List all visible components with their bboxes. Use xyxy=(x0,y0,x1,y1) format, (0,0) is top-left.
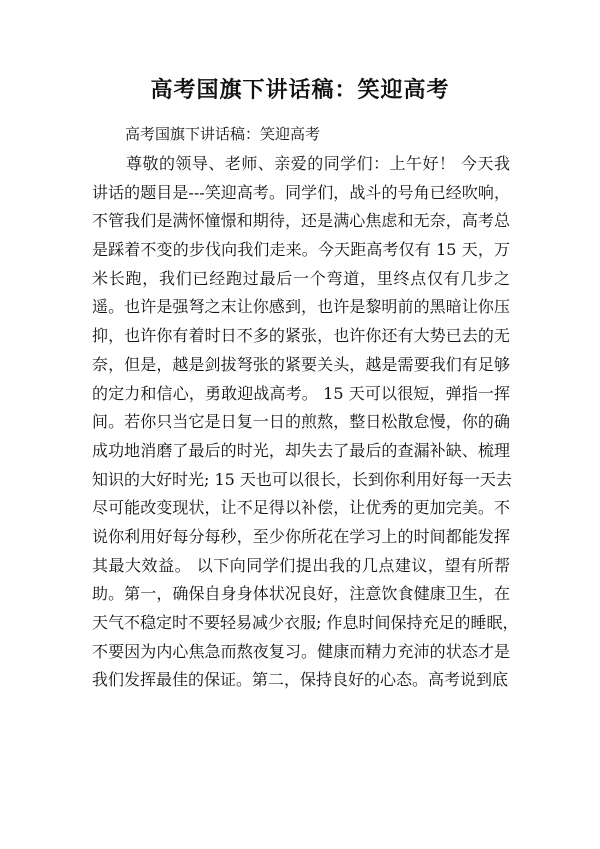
document-body xyxy=(92,150,519,695)
body-line: 尊敬的领导、老师、亲爱的同学们：上午好！ 今天我 xyxy=(126,154,510,173)
document-title: 高考国旗下讲话稿：笑迎高考 xyxy=(150,77,450,103)
body-line: 的定力和信心，勇敢迎战高考。 15 天可以很短，弹指一挥 xyxy=(92,383,510,403)
body-line: 我们发挥最佳的保证。第二，保持良好的心态。高考说到底 xyxy=(92,670,509,690)
body-line: 米长跑，我们已经跑过最后一个弯道，里终点仅有几步之 xyxy=(92,268,510,288)
body-line: 知识的大好时光; 15 天也可以很长，长到你利用好每一天去 xyxy=(92,469,512,489)
body-line: 奈，但是，越是剑拔弩张的紧要关头，越是需要我们有足够 xyxy=(92,354,510,374)
body-line: 讲话的题目是---笑迎高考。同学们，战斗的号角已经吹响， xyxy=(92,182,510,202)
body-line: 间。若你只当它是日复一日的煎熬，整日松散怠慢，你的确 xyxy=(92,412,510,432)
body-line: 尽可能改变现状，让不足得以补偿，让优秀的更加完美。不 xyxy=(92,498,510,518)
body-line: 抑，也许你有着时日不多的紧张，也许你还有大势已去的无 xyxy=(92,326,510,346)
body-line: 不要因为内心焦急而熬夜复习。健康而精力充沛的状态才是 xyxy=(92,641,510,661)
body-line: 助。第一，确保自身身体状况良好，注意饮食健康卫生，在 xyxy=(92,584,510,604)
body-line: 成功地消磨了最后的时光，却失去了最后的查漏补缺、梳理 xyxy=(92,440,510,460)
body-line: 其最大效益。 以下向同学们提出我的几点建议，望有所帮 xyxy=(92,555,510,575)
document-subtitle: 高考国旗下讲话稿：笑迎高考 xyxy=(125,125,321,143)
body-line: 不管我们是满怀憧憬和期待，还是满心焦虑和无奈，高考总 xyxy=(92,211,510,231)
body-line: 遥。也许是强弩之末让你感到，也许是黎明前的黑暗让你压 xyxy=(92,297,510,317)
body-line: 天气不稳定时不要轻易减少衣服; 作息时间保持充足的睡眠， xyxy=(92,613,519,632)
body-line: 是踩着不变的步伐向我们走来。今天距高考仅有 15 天，万 xyxy=(92,240,510,260)
body-line: 说你利用好每分每秒，至少你所花在学习上的时间都能发挥 xyxy=(92,526,510,546)
